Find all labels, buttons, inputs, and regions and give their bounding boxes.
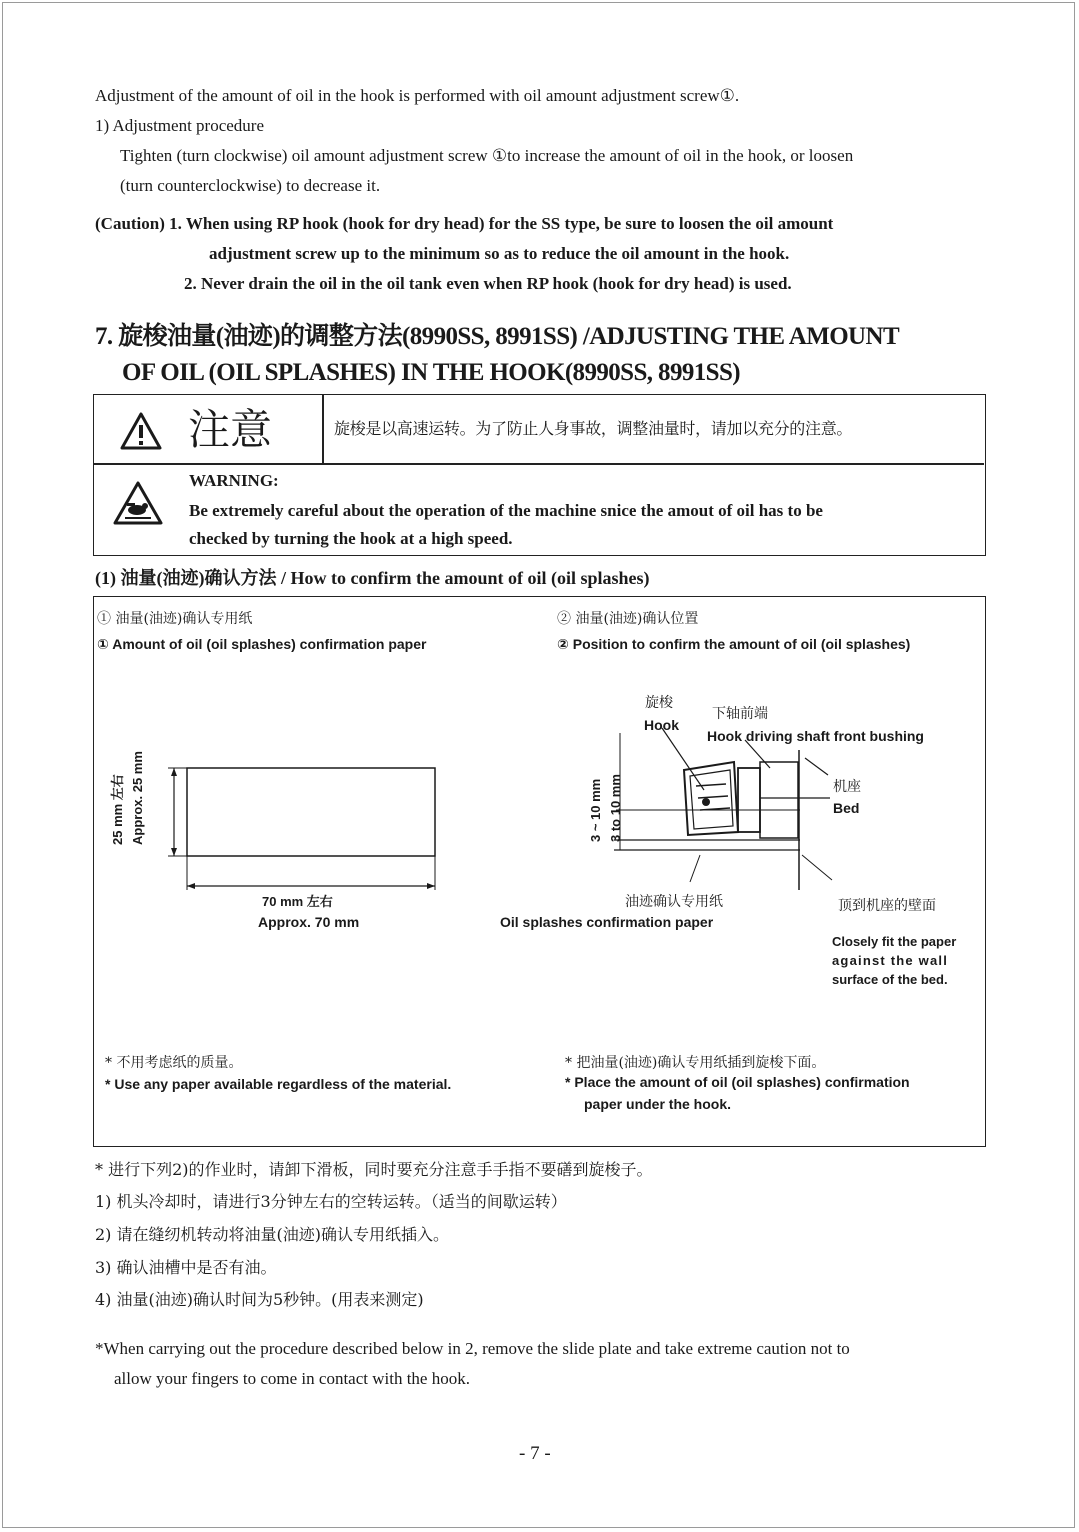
fig-left-en-caption: ① Amount of oil (oil splashes) confirmation paper	[97, 636, 427, 652]
warning-divider	[94, 463, 984, 465]
note-left-en: * Use any paper available regardless of the material.	[105, 1076, 452, 1092]
caution-line-1: (Caution) 1. When using RP hook (hook for dry head) for the SS type, be sure to loosen the oil amount	[95, 214, 834, 233]
bushing-cn-label: 下轴前端	[712, 706, 768, 722]
steps-cn-2: 2) 请在缝纫机转动将油量(油迹)确认专用纸插入。	[95, 1225, 449, 1244]
hook-cn-label: 旋梭	[645, 695, 673, 711]
intro-line-3: Tighten (turn clockwise) oil amount adjustment screw ①to increase the amount of oil in the hook, or loosen	[120, 146, 854, 165]
note-right-cn: * 把油量(油迹)确认专用纸插到旋梭下面。	[565, 1055, 826, 1071]
intro-line-1: Adjustment of the amount of oil in the hook is performed with oil amount adjustment screw①.	[95, 86, 740, 105]
steps-cn-star: * 进行下列2)的作业时，请卸下滑板，同时要充分注意手手指不要磰到旋梭子。	[95, 1160, 653, 1179]
warning-en-line-2: checked by turning the hook at a high speed.	[189, 529, 513, 548]
wall-en-line-2: against the wall	[832, 953, 949, 968]
steps-cn-4: 4) 油量(油迹)确认时间为5秒钟。(用表来测定)	[95, 1290, 424, 1309]
bed-cn-label: 机座	[833, 779, 861, 795]
dim-width-en: Approx. 70 mm	[258, 914, 360, 930]
dim-height-cn: 25 mm 左右	[110, 774, 125, 845]
warning-en-label: WARNING:	[189, 471, 279, 490]
subsection-title: (1) 油量(油迹)确认方法 / How to confirm the amount of oil (oil splashes)	[95, 568, 650, 588]
fig-left-cn-caption: ① 油量(油迹)确认专用纸	[97, 611, 253, 627]
warning-vertical-divider	[322, 395, 324, 463]
warning-en-line-1: Be extremely careful about the operation of the machine snice the amout of oil has to be	[189, 501, 823, 520]
bed-en-label: Bed	[833, 800, 860, 816]
dim-height-en: Approx. 25 mm	[130, 751, 145, 845]
fig-right-en-caption: ② Position to confirm the amount of oil (oil splashes)	[557, 636, 911, 652]
confirmation-paper-diagram	[150, 750, 460, 900]
note-right-en-1: * Place the amount of oil (oil splashes) confirmation	[565, 1074, 910, 1090]
page-number: - 7 -	[519, 1443, 551, 1464]
note-right-en-2: paper under the hook.	[584, 1096, 732, 1112]
note-en-line-2: allow your fingers to come in contact with the hook.	[114, 1369, 470, 1388]
warning-triangle-icon	[119, 411, 163, 451]
steps-cn-3: 3) 确认油槽中是否有油。	[95, 1258, 277, 1277]
intro-line-2: 1) Adjustment procedure	[95, 116, 265, 135]
warning-box	[93, 394, 986, 556]
wall-en-line-1: Closely fit the paper	[832, 934, 957, 949]
note-en-line-1: *When carrying out the procedure described below in 2, remove the slide plate and take extreme caution not to	[95, 1339, 850, 1358]
paper-en-label: Oil splashes confirmation paper	[500, 914, 714, 930]
intro-line-4: (turn counterclockwise) to decrease it.	[120, 176, 381, 195]
gap-en-label: 3 to 10 mm	[608, 774, 623, 842]
caution-line-2: adjustment screw up to the minimum so as to reduce the oil amount in the hook.	[209, 244, 790, 263]
warning-cn-text: 旋梭是以高速运转。为了防止人身事故，调整油量时，请加以充分的注意。	[334, 419, 853, 438]
paper-cn-label: 油迹确认专用纸	[625, 894, 723, 910]
bushing-en-label: Hook driving shaft front bushing	[707, 728, 924, 744]
note-left-cn: * 不用考虑纸的质量。	[105, 1055, 243, 1071]
caution-line-3: 2. Never drain the oil in the oil tank even when RP hook (hook for dry head) is used.	[184, 274, 792, 293]
warning-cn-label: 注意	[188, 405, 273, 454]
section-title-line-1: 7. 旋梭油量(油迹)的调整方法(8990SS, 8991SS) /ADJUSTING THE AMOUNT	[95, 323, 900, 350]
hook-en-label: Hook	[644, 717, 679, 733]
hand-caution-icon	[113, 481, 163, 525]
gap-cn-label: 3 ~ 10 mm	[588, 778, 603, 842]
steps-cn-1: 1) 机头冷却时，请进行3分钟左右的空转运转。（适当的间歇运转）	[95, 1192, 567, 1211]
dim-width-cn: 70 mm 左右	[262, 894, 333, 909]
wall-cn-label: 顶到机座的壁面	[838, 898, 936, 914]
fig-right-cn-caption: ② 油量(油迹)确认位置	[557, 611, 699, 627]
section-title-line-2: OF OIL (OIL SPLASHES) IN THE HOOK(8990SS, 8991SS)	[122, 359, 740, 386]
wall-en-line-3: surface of the bed.	[832, 972, 948, 987]
